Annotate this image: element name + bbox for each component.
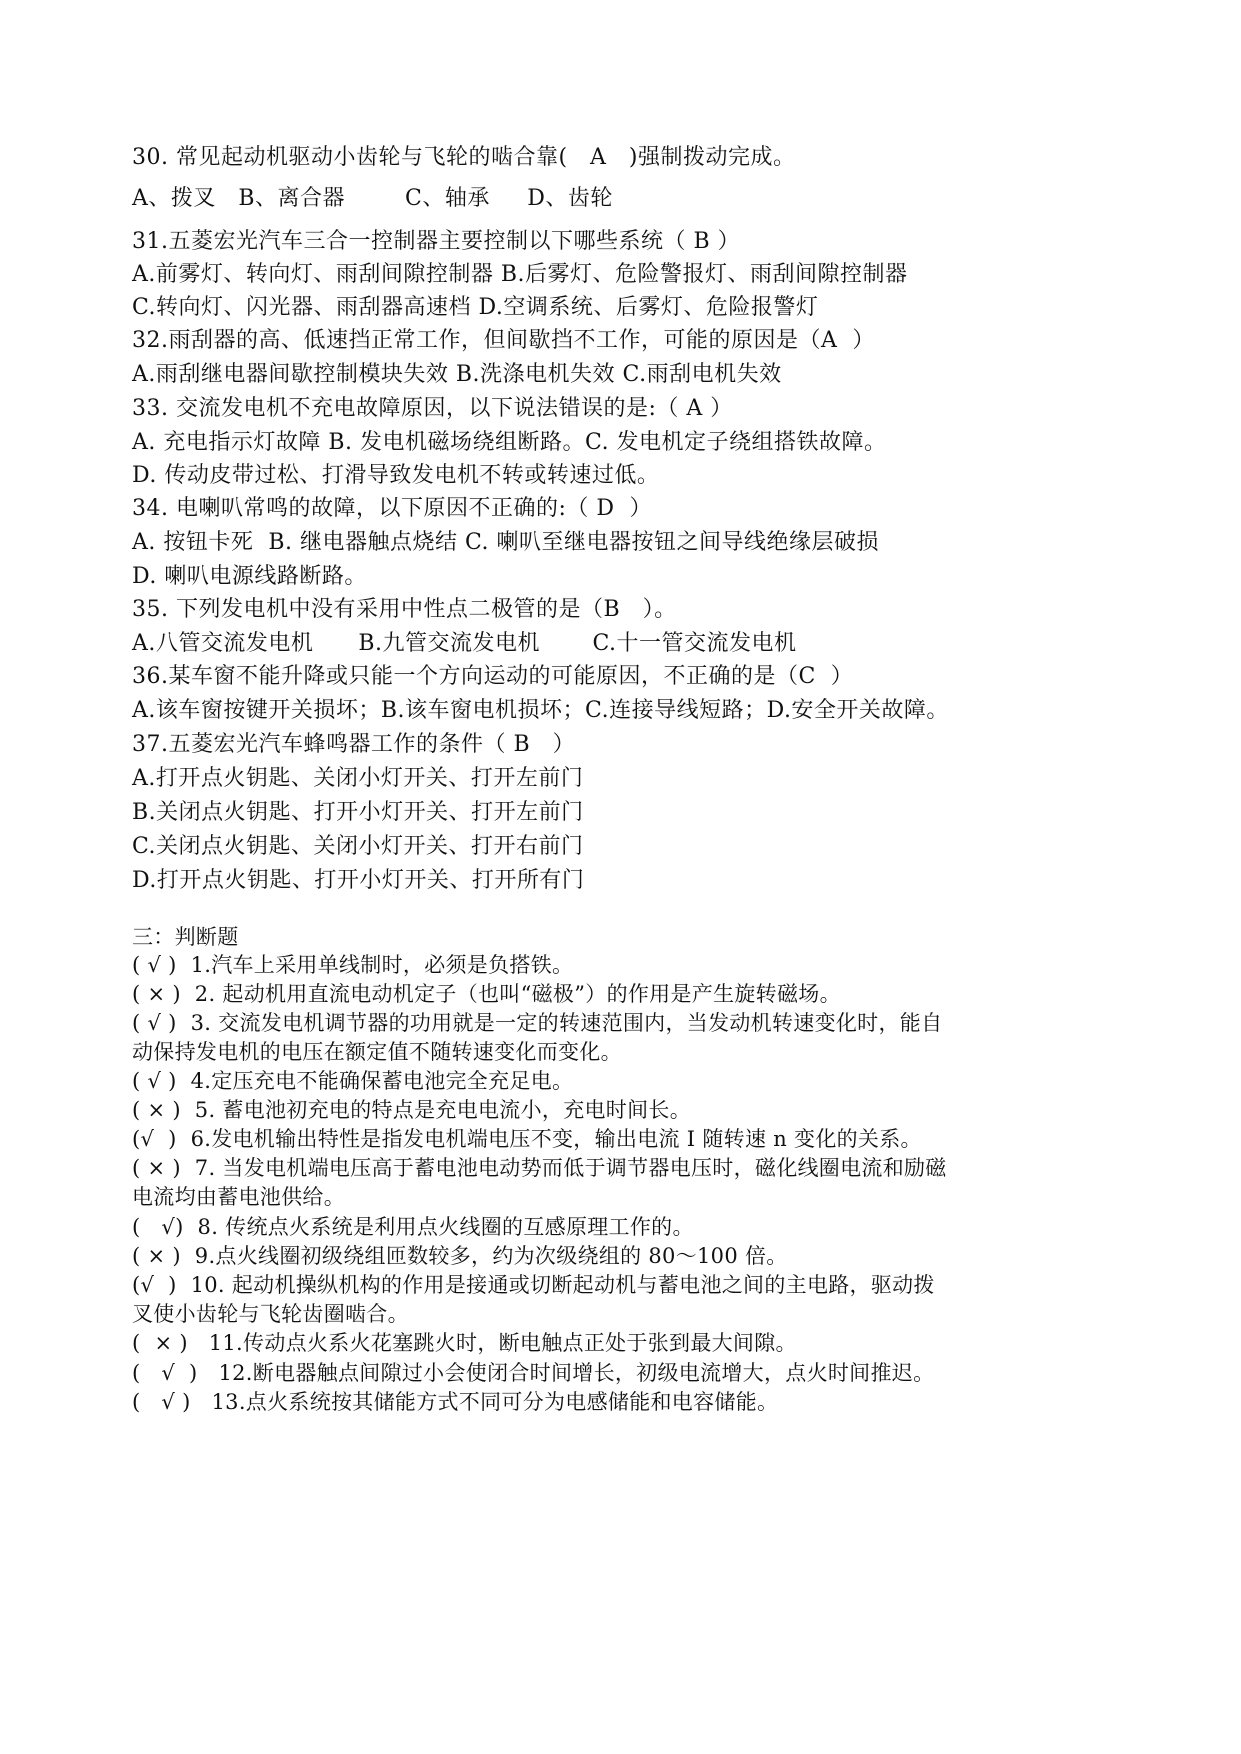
question-33-options-abc: A. 充电指示灯故障 B. 发电机磁场绕组断路。C. 发电机定子绕组搭铁故障。 bbox=[132, 430, 887, 455]
tf-item-3-cont: 动保持发电机的电压在额定值不随转速变化而变化。 bbox=[132, 1040, 622, 1064]
question-37: 37.五菱宏光汽车蜂鸣器工作的条件（ B ） bbox=[132, 732, 576, 757]
tf-item-7: ( × ) 7. 当发电机端电压高于蓄电池电动势而低于调节器电压时，磁化线圈电流和励磁 bbox=[132, 1156, 947, 1180]
question-31: 31.五菱宏光汽车三合一控制器主要控制以下哪些系统（ B ） bbox=[132, 229, 741, 254]
question-30: 30. 常见起动机驱动小齿轮与飞轮的啮合靠( A )强制拨动完成。 bbox=[132, 145, 796, 170]
tf-item-13: ( √ ) 13.点火系统按其储能方式不同可分为电感储能和电容储能。 bbox=[132, 1390, 779, 1414]
tf-item-9: ( × ) 9.点火线圈初级绕组匝数较多，约为次级绕组的 80～100 倍。 bbox=[132, 1244, 788, 1268]
tf-item-2: ( × ) 2. 起动机用直流电动机定子（也叫“磁极”）的作用是产生旋转磁场。 bbox=[132, 982, 841, 1006]
tf-item-5: ( × ) 5. 蓄电池初充电的特点是充电电流小，充电时间长。 bbox=[132, 1098, 691, 1122]
question-34-option-d: D. 喇叭电源线路断路。 bbox=[132, 564, 367, 589]
question-36-options: A.该车窗按键开关损坏；B.该车窗电机损坏；C.连接导线短路；D.安全开关故障。 bbox=[132, 698, 949, 723]
question-34: 34. 电喇叭常鸣的故障，以下原因不正确的:（ D ） bbox=[132, 496, 653, 521]
tf-item-6: (√ ) 6.发电机输出特性是指发电机端电压不变，输出电流 I 随转速 n 变化的关系。 bbox=[132, 1127, 922, 1151]
question-37-option-a: A.打开点火钥匙、关闭小灯开关、打开左前门 bbox=[132, 766, 584, 791]
question-37-option-b: B.关闭点火钥匙、打开小灯开关、打开左前门 bbox=[132, 800, 584, 825]
question-34-options-abc: A. 按钮卡死 B. 继电器触点烧结 C. 喇叭至继电器按钮之间导线绝缘层破损 bbox=[132, 530, 880, 555]
tf-item-12: ( √ ) 12.断电器触点间隙过小会使闭合时间增长，初级电流增大，点火时间推迟。 bbox=[132, 1361, 935, 1385]
section-title-true-false: 三：判断题 bbox=[132, 925, 239, 949]
tf-item-3: ( √ ) 3. 交流发电机调节器的功用就是一定的转速范围内，当发动机转速变化时，能自 bbox=[132, 1011, 943, 1035]
tf-item-10-cont: 叉使小齿轮与飞轮齿圈啮合。 bbox=[132, 1302, 409, 1326]
question-33: 33. 交流发电机不充电故障原因，以下说法错误的是:（ A ） bbox=[132, 396, 733, 421]
question-32: 32.雨刮器的高、低速挡正常工作，但间歇挡不工作，可能的原因是（A ） bbox=[132, 328, 875, 353]
question-35: 35. 下列发电机中没有采用中性点二极管的是（B ）。 bbox=[132, 597, 677, 622]
question-35-options: A.八管交流发电机 B.九管交流发电机 C.十一管交流发电机 bbox=[132, 631, 797, 656]
question-30-options: A、拨叉 B、离合器 C、轴承 D、齿轮 bbox=[132, 186, 613, 211]
question-37-option-c: C.关闭点火钥匙、关闭小灯开关、打开右前门 bbox=[132, 834, 584, 859]
tf-item-7-cont: 电流均由蓄电池供给。 bbox=[132, 1185, 345, 1209]
tf-item-10: (√ ) 10. 起动机操纵机构的作用是接通或切断起动机与蓄电池之间的主电路，驱动拨 bbox=[132, 1273, 935, 1297]
tf-item-1: ( √ ) 1.汽车上采用单线制时，必须是负搭铁。 bbox=[132, 953, 574, 977]
question-33-option-d: D. 传动皮带过松、打滑导致发电机不转或转速过低。 bbox=[132, 463, 660, 488]
tf-item-4: ( √ ) 4.定压充电不能确保蓄电池完全充足电。 bbox=[132, 1069, 574, 1093]
question-32-options: A.雨刮继电器间歇控制模块失效 B.洗涤电机失效 C.雨刮电机失效 bbox=[132, 362, 782, 387]
tf-item-8: ( √) 8. 传统点火系统是利用点火线圈的互感原理工作的。 bbox=[132, 1215, 694, 1239]
question-37-option-d: D.打开点火钥匙、打开小灯开关、打开所有门 bbox=[132, 868, 585, 893]
question-36: 36.某车窗不能升降或只能一个方向运动的可能原因，不正确的是（C ） bbox=[132, 664, 854, 689]
tf-item-11: ( × ) 11.传动点火系火花塞跳火时，断电触点正处于张到最大间隙。 bbox=[132, 1331, 797, 1355]
question-31-options-cd: C.转向灯、闪光器、雨刮器高速档 D.空调系统、后雾灯、危险报警灯 bbox=[132, 295, 819, 320]
question-31-options-ab: A.前雾灯、转向灯、雨刮间隙控制器 B.后雾灯、危险警报灯、雨刮间隙控制器 bbox=[132, 262, 908, 287]
